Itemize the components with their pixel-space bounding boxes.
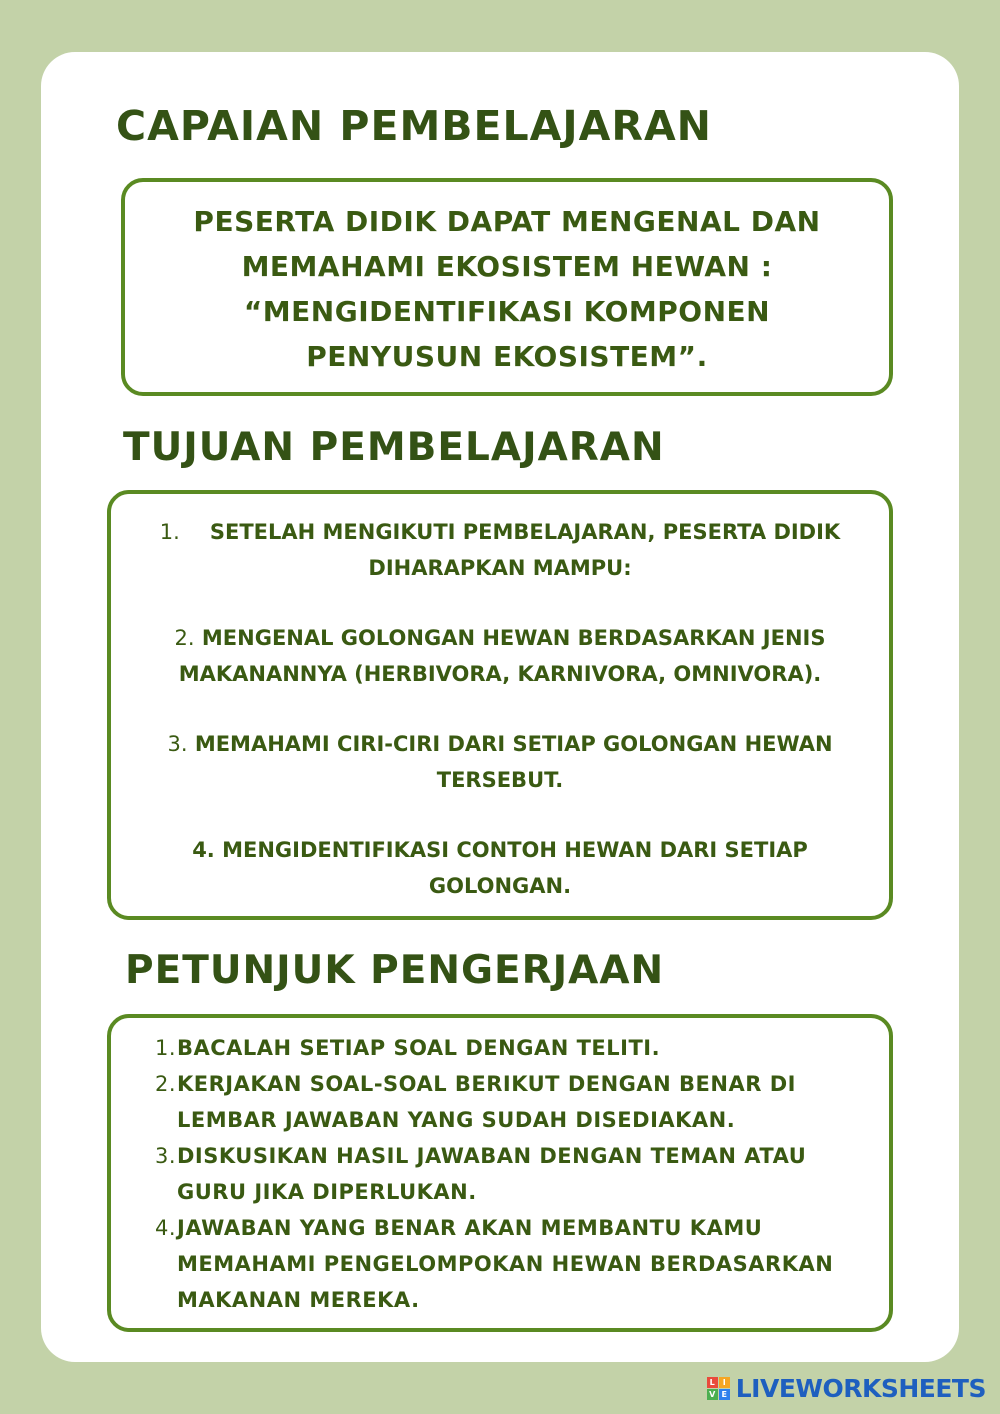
tujuan-item-line: DIHARAPKAN MAMPU: bbox=[368, 556, 632, 580]
tujuan-item-line: MEMAHAMI CIRI-CIRI DARI SETIAP GOLONGAN HEWAN bbox=[194, 732, 833, 756]
brand-name: LIVEWORKSHEETS bbox=[735, 1373, 986, 1403]
liveworksheets-logo-icon bbox=[707, 1377, 730, 1400]
tujuan-item-number: 4. bbox=[192, 838, 215, 862]
petunjuk-title: PETUNJUK PENGERJAAN bbox=[125, 948, 665, 993]
tujuan-item bbox=[141, 726, 859, 798]
tujuan-item-number: 2. bbox=[174, 626, 195, 650]
capaian-line: MEMAHAMI EKOSISTEM HEWAN : bbox=[241, 250, 773, 283]
petunjuk-item-line: DISKUSIKAN HASIL JAWABAN DENGAN TEMAN ATAU bbox=[177, 1144, 807, 1168]
tujuan-title: TUJUAN PEMBELAJARAN bbox=[123, 425, 665, 470]
petunjuk-item-line: MAKANAN MEREKA. bbox=[177, 1288, 420, 1312]
petunjuk-item bbox=[155, 1210, 859, 1318]
logo-tile: V bbox=[707, 1389, 718, 1400]
worksheet-card bbox=[41, 52, 959, 1362]
petunjuk-item bbox=[155, 1138, 859, 1210]
tujuan-item-line: MENGENAL GOLONGAN HEWAN BERDASARKAN JENIS bbox=[201, 626, 826, 650]
capaian-line: “MENGIDENTIFIKASI KOMPONEN bbox=[243, 295, 771, 328]
petunjuk-item-line: JAWABAN YANG BENAR AKAN MEMBANTU KAMU bbox=[177, 1216, 763, 1240]
capaian-title: CAPAIAN PEMBELAJARAN bbox=[116, 102, 712, 150]
petunjuk-item-number: 2. bbox=[155, 1072, 177, 1096]
tujuan-item-line: SETELAH MENGIKUTI PEMBELAJARAN, PESERTA DIDIK bbox=[209, 520, 841, 544]
tujuan-item-number: 3. bbox=[167, 732, 188, 756]
capaian-line: PESERTA DIDIK DAPAT MENGENAL DAN bbox=[193, 205, 821, 238]
petunjuk-item-line: KERJAKAN SOAL-SOAL BERIKUT DENGAN BENAR DI bbox=[177, 1072, 796, 1096]
capaian-line: PENYUSUN EKOSISTEM”. bbox=[306, 340, 708, 373]
tujuan-item bbox=[141, 620, 859, 692]
petunjuk-box bbox=[107, 1014, 893, 1332]
tujuan-item-line: TERSEBUT. bbox=[436, 768, 564, 792]
petunjuk-item-number: 3. bbox=[155, 1144, 177, 1168]
petunjuk-item-line: BACALAH SETIAP SOAL DENGAN TELITI. bbox=[177, 1036, 661, 1060]
liveworksheets-watermark[interactable] bbox=[707, 1370, 986, 1406]
logo-tile: L bbox=[707, 1377, 718, 1388]
logo-tile: I bbox=[719, 1377, 730, 1388]
petunjuk-item-line: GURU JIKA DIPERLUKAN. bbox=[177, 1180, 477, 1204]
tujuan-item-line: MENGIDENTIFIKASI CONTOH HEWAN DARI SETIAP bbox=[222, 838, 808, 862]
petunjuk-item bbox=[155, 1030, 859, 1066]
petunjuk-item-line: MEMAHAMI PENGELOMPOKAN HEWAN BERDASARKAN bbox=[177, 1252, 834, 1276]
petunjuk-item-line: LEMBAR JAWABAN YANG SUDAH DISEDIAKAN. bbox=[177, 1108, 736, 1132]
tujuan-item-line: GOLONGAN. bbox=[428, 874, 572, 898]
tujuan-item-line: MAKANANNYA (HERBIVORA, KARNIVORA, OMNIVORA). bbox=[178, 662, 822, 686]
petunjuk-list bbox=[155, 1030, 859, 1318]
tujuan-item bbox=[141, 514, 859, 586]
tujuan-item-number: 1. bbox=[159, 520, 180, 544]
capaian-text bbox=[125, 199, 889, 379]
tujuan-item bbox=[141, 832, 859, 904]
petunjuk-item-number: 4. bbox=[155, 1216, 177, 1240]
petunjuk-item bbox=[155, 1066, 859, 1138]
logo-tile: E bbox=[719, 1389, 730, 1400]
petunjuk-item-number: 1. bbox=[155, 1036, 177, 1060]
capaian-box bbox=[121, 178, 893, 396]
tujuan-box bbox=[107, 490, 893, 920]
